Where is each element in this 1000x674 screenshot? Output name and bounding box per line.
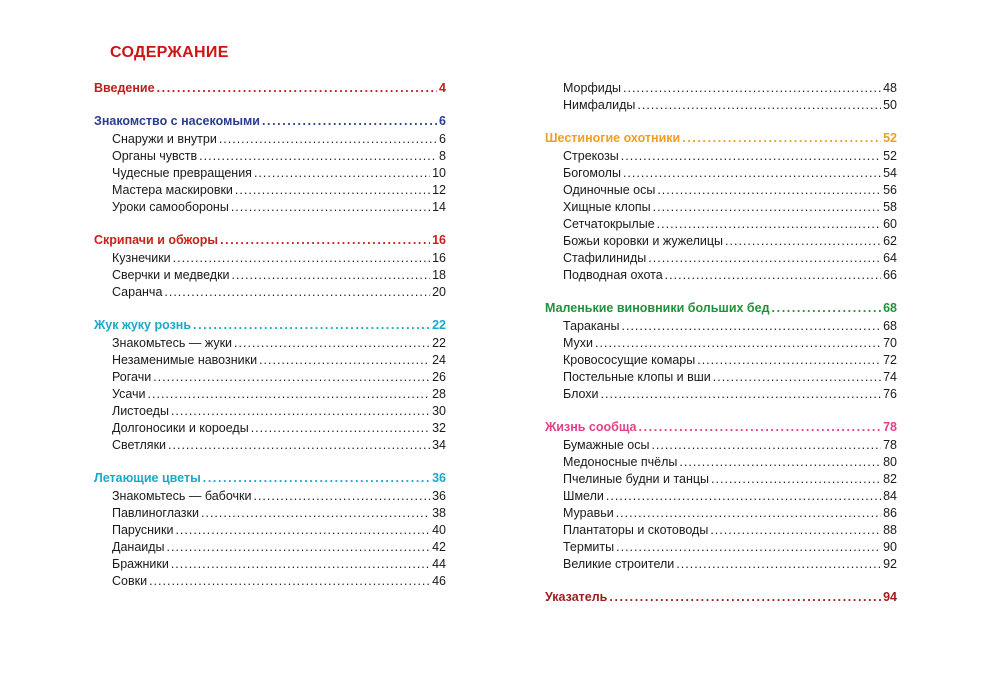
toc-entry[interactable] xyxy=(545,369,897,386)
section-heading-title: Указатель xyxy=(545,590,608,604)
section-heading[interactable] xyxy=(545,130,897,147)
toc-entry-title: Знакомьтесь — бабочки xyxy=(112,489,252,503)
section-heading-page: 36 xyxy=(432,471,446,485)
toc-section xyxy=(545,130,897,284)
dot-leader xyxy=(665,267,881,284)
toc-entry-title: Блохи xyxy=(563,387,599,401)
toc-entry-page: 24 xyxy=(432,353,446,367)
toc-entry-title: Кровососущие комары xyxy=(563,353,696,367)
toc-section xyxy=(545,589,897,606)
section-heading-title: Введение xyxy=(94,81,155,95)
toc-entry-title: Сверчки и медведки xyxy=(112,268,230,282)
toc-entry[interactable] xyxy=(94,505,446,522)
dot-leader xyxy=(262,113,437,130)
toc-entry[interactable] xyxy=(545,80,897,97)
dot-leader xyxy=(148,386,431,403)
toc-section xyxy=(545,419,897,573)
toc-entry-title: Хищные клопы xyxy=(563,200,651,214)
toc-entry-title: Морфиды xyxy=(563,81,622,95)
toc-entry-title: Муравьи xyxy=(563,506,614,520)
toc-entry[interactable] xyxy=(94,539,446,556)
toc-entry-page: 50 xyxy=(883,98,897,112)
section-heading-title: Знакомство с насекомыми xyxy=(94,114,260,128)
toc-entry[interactable] xyxy=(94,165,446,182)
section-heading-page: 6 xyxy=(439,114,446,128)
dot-leader xyxy=(697,352,881,369)
section-heading-page: 68 xyxy=(883,301,897,315)
toc-section xyxy=(545,300,897,403)
toc-entry-title: Мухи xyxy=(563,336,594,350)
dot-leader xyxy=(623,165,881,182)
toc-entry-page: 86 xyxy=(883,506,897,520)
dot-leader xyxy=(232,267,431,284)
dot-leader xyxy=(203,470,430,487)
dot-leader xyxy=(616,539,881,556)
section-heading-title: Шестиногие охотники xyxy=(545,131,681,145)
toc-entry[interactable] xyxy=(94,437,446,454)
dot-leader xyxy=(772,300,882,317)
toc-entry-title: Рогачи xyxy=(112,370,152,384)
toc-entry-page: 40 xyxy=(432,523,446,537)
toc-entry[interactable] xyxy=(94,386,446,403)
dot-leader xyxy=(601,386,882,403)
toc-entry[interactable] xyxy=(94,522,446,539)
section-heading-title: Жизнь сообща xyxy=(545,420,637,434)
toc-entry-page: 6 xyxy=(439,132,446,146)
dot-leader xyxy=(653,199,881,216)
dot-leader xyxy=(199,148,437,165)
section-heading-title: Летающие цветы xyxy=(94,471,201,485)
toc-section xyxy=(545,80,897,114)
section-heading-title: Маленькие виновники больших бед xyxy=(545,301,770,315)
toc-entry-page: 72 xyxy=(883,353,897,367)
toc-entry-title: Одиночные осы xyxy=(563,183,656,197)
toc-entry-title: Снаружи и внутри xyxy=(112,132,217,146)
toc-entry[interactable] xyxy=(545,233,897,250)
section-heading[interactable] xyxy=(94,470,446,487)
section-heading-page: 4 xyxy=(439,81,446,95)
dot-leader xyxy=(623,80,881,97)
toc-entry-page: 90 xyxy=(883,540,897,554)
toc-entry[interactable] xyxy=(545,335,897,352)
dot-leader xyxy=(220,232,430,249)
section-heading-page: 52 xyxy=(883,131,897,145)
toc-entry-page: 84 xyxy=(883,489,897,503)
dot-leader xyxy=(149,573,430,590)
section-heading[interactable] xyxy=(545,589,897,606)
dot-leader xyxy=(234,335,430,352)
toc-entry[interactable] xyxy=(94,488,446,505)
section-heading[interactable] xyxy=(94,113,446,130)
toc-entry-title: Павлиноглазки xyxy=(112,506,199,520)
dot-leader xyxy=(259,352,430,369)
toc-entry-title: Совки xyxy=(112,574,148,588)
dot-leader xyxy=(679,454,881,471)
toc-entry[interactable] xyxy=(545,148,897,165)
toc-entry[interactable] xyxy=(94,284,446,301)
section-heading[interactable] xyxy=(545,300,897,317)
toc-entry-title: Данаиды xyxy=(112,540,165,554)
dot-leader xyxy=(657,182,881,199)
page-title: СОДЕРЖАНИЕ xyxy=(110,44,229,61)
toc-section xyxy=(94,232,446,301)
toc-entry-page: 16 xyxy=(432,251,446,265)
dot-leader xyxy=(606,488,881,505)
dot-leader xyxy=(595,335,881,352)
toc-left-column xyxy=(94,80,446,606)
dot-leader xyxy=(173,250,430,267)
section-heading[interactable] xyxy=(94,317,446,334)
toc-entry-title: Стафилиниды xyxy=(563,251,647,265)
dot-leader xyxy=(725,233,881,250)
dot-leader xyxy=(201,505,430,522)
toc-entry[interactable] xyxy=(94,403,446,420)
toc-entry-page: 20 xyxy=(432,285,446,299)
dot-leader xyxy=(168,437,430,454)
toc-section xyxy=(94,470,446,590)
toc-entry[interactable] xyxy=(545,522,897,539)
dot-leader xyxy=(711,471,881,488)
toc-entry-title: Тараканы xyxy=(563,319,620,333)
toc-entry[interactable] xyxy=(545,352,897,369)
toc-entry-title: Сетчатокрылые xyxy=(563,217,655,231)
toc-entry-page: 18 xyxy=(432,268,446,282)
section-heading-title: Жук жуку рознь xyxy=(94,318,192,332)
toc-entry[interactable] xyxy=(545,454,897,471)
toc-entry-title: Уроки самообороны xyxy=(112,200,229,214)
toc-entry-title: Великие строители xyxy=(563,557,675,571)
dot-leader xyxy=(651,437,881,454)
toc-entry-page: 26 xyxy=(432,370,446,384)
toc-entry-page: 38 xyxy=(432,506,446,520)
dot-leader xyxy=(616,505,881,522)
dot-leader xyxy=(164,284,430,301)
toc-entry-page: 88 xyxy=(883,523,897,537)
toc-entry-title: Кузнечики xyxy=(112,251,171,265)
toc-entry-page: 62 xyxy=(883,234,897,248)
toc-entry[interactable] xyxy=(545,182,897,199)
section-heading-page: 94 xyxy=(883,590,897,604)
dot-leader xyxy=(713,369,881,386)
dot-leader xyxy=(639,419,882,436)
dot-leader xyxy=(648,250,881,267)
toc-entry[interactable] xyxy=(94,335,446,352)
toc-section xyxy=(94,80,446,97)
toc-entry-title: Незаменимые навозники xyxy=(112,353,258,367)
toc-entry[interactable] xyxy=(545,386,897,403)
dot-leader xyxy=(254,165,430,182)
dot-leader xyxy=(676,556,881,573)
toc-entry-page: 82 xyxy=(883,472,897,486)
dot-leader xyxy=(167,539,431,556)
toc-entry[interactable] xyxy=(94,420,446,437)
toc-entry-page: 14 xyxy=(432,200,446,214)
toc-section xyxy=(94,113,446,216)
dot-leader xyxy=(253,488,430,505)
toc-right-column xyxy=(545,80,897,622)
toc-entry[interactable] xyxy=(545,97,897,114)
toc-entry-page: 64 xyxy=(883,251,897,265)
toc-entry-title: Парусники xyxy=(112,523,174,537)
dot-leader xyxy=(235,182,430,199)
toc-entry-page: 56 xyxy=(883,183,897,197)
dot-leader xyxy=(622,318,882,335)
toc-entry-title: Листоеды xyxy=(112,404,169,418)
toc-entry[interactable] xyxy=(94,148,446,165)
toc-entry-page: 22 xyxy=(432,336,446,350)
toc-entry-page: 10 xyxy=(432,166,446,180)
toc-entry-page: 78 xyxy=(883,438,897,452)
toc-entry-page: 36 xyxy=(432,489,446,503)
toc-entry[interactable] xyxy=(94,369,446,386)
toc-entry[interactable] xyxy=(94,573,446,590)
dot-leader xyxy=(710,522,881,539)
toc-entry-page: 12 xyxy=(432,183,446,197)
section-heading[interactable] xyxy=(94,80,446,97)
toc-entry-page: 28 xyxy=(432,387,446,401)
toc-entry-title: Усачи xyxy=(112,387,146,401)
toc-entry-title: Пчелиные будни и танцы xyxy=(563,472,710,486)
toc-entry-title: Нимфалиды xyxy=(563,98,636,112)
toc-entry-page: 58 xyxy=(883,200,897,214)
toc-entry[interactable] xyxy=(94,556,446,573)
dot-leader xyxy=(153,369,430,386)
toc-entry-title: Чудесные превращения xyxy=(112,166,252,180)
toc-entry-title: Медоносные пчёлы xyxy=(563,455,678,469)
dot-leader xyxy=(171,403,430,420)
dot-leader xyxy=(219,131,437,148)
toc-entry-page: 60 xyxy=(883,217,897,231)
toc-entry-page: 30 xyxy=(432,404,446,418)
dot-leader xyxy=(637,97,881,114)
toc-entry[interactable] xyxy=(545,471,897,488)
dot-leader xyxy=(609,589,881,606)
toc-entry-title: Знакомьтесь — жуки xyxy=(112,336,233,350)
dot-leader xyxy=(657,216,881,233)
section-heading[interactable] xyxy=(94,232,446,249)
toc-entry-page: 52 xyxy=(883,149,897,163)
dot-leader xyxy=(251,420,430,437)
toc-entry[interactable] xyxy=(545,250,897,267)
toc-entry-title: Термиты xyxy=(563,540,615,554)
toc-entry-page: 8 xyxy=(439,149,446,163)
toc-entry-title: Постельные клопы и вши xyxy=(563,370,711,384)
toc-entry-page: 42 xyxy=(432,540,446,554)
dot-leader xyxy=(682,130,881,147)
toc-entry-title: Стрекозы xyxy=(563,149,619,163)
dot-leader xyxy=(193,317,430,334)
toc-entry[interactable] xyxy=(94,182,446,199)
toc-entry[interactable] xyxy=(545,539,897,556)
toc-entry[interactable] xyxy=(545,505,897,522)
toc-entry-page: 70 xyxy=(883,336,897,350)
toc-entry[interactable] xyxy=(545,318,897,335)
toc-entry[interactable] xyxy=(545,165,897,182)
toc-entry-page: 74 xyxy=(883,370,897,384)
toc-entry-title: Бражники xyxy=(112,557,169,571)
section-heading-page: 16 xyxy=(432,233,446,247)
toc-entry[interactable] xyxy=(545,267,897,284)
toc-entry[interactable] xyxy=(545,488,897,505)
toc-entry[interactable] xyxy=(94,250,446,267)
toc-entry-page: 68 xyxy=(883,319,897,333)
toc-entry[interactable] xyxy=(545,216,897,233)
section-heading-title: Скрипачи и обжоры xyxy=(94,233,219,247)
dot-leader xyxy=(157,80,437,97)
toc-entry-page: 66 xyxy=(883,268,897,282)
toc-entry-page: 44 xyxy=(432,557,446,571)
toc-entry-title: Органы чувств xyxy=(112,149,198,163)
toc-entry-page: 92 xyxy=(883,557,897,571)
toc-entry-title: Плантаторы и скотоводы xyxy=(563,523,709,537)
dot-leader xyxy=(621,148,881,165)
toc-entry[interactable] xyxy=(545,556,897,573)
section-heading-page: 22 xyxy=(432,318,446,332)
toc-entry-page: 48 xyxy=(883,81,897,95)
toc-entry[interactable] xyxy=(94,352,446,369)
toc-entry-page: 80 xyxy=(883,455,897,469)
toc-entry-title: Мастера маскировки xyxy=(112,183,233,197)
toc-entry-title: Шмели xyxy=(563,489,604,503)
toc-entry-title: Божьи коровки и жужелицы xyxy=(563,234,724,248)
toc-entry-page: 32 xyxy=(432,421,446,435)
dot-leader xyxy=(175,522,430,539)
dot-leader xyxy=(231,199,430,216)
toc-entry-title: Бумажные осы xyxy=(563,438,650,452)
toc-entry-title: Саранча xyxy=(112,285,163,299)
section-heading[interactable] xyxy=(545,419,897,436)
dot-leader xyxy=(171,556,430,573)
toc-section xyxy=(94,317,446,454)
toc-entry-page: 34 xyxy=(432,438,446,452)
toc-entry[interactable] xyxy=(545,437,897,454)
toc-entry[interactable] xyxy=(94,131,446,148)
toc-entry[interactable] xyxy=(94,267,446,284)
toc-entry-page: 54 xyxy=(883,166,897,180)
toc-entry[interactable] xyxy=(545,199,897,216)
toc-entry-page: 46 xyxy=(432,574,446,588)
toc-entry-title: Долгоносики и короеды xyxy=(112,421,249,435)
toc-entry-page: 76 xyxy=(883,387,897,401)
section-heading-page: 78 xyxy=(883,420,897,434)
toc-entry-title: Богомолы xyxy=(563,166,621,180)
toc-entry[interactable] xyxy=(94,199,446,216)
toc-entry-title: Подводная охота xyxy=(563,268,663,282)
toc-entry-title: Светляки xyxy=(112,438,167,452)
